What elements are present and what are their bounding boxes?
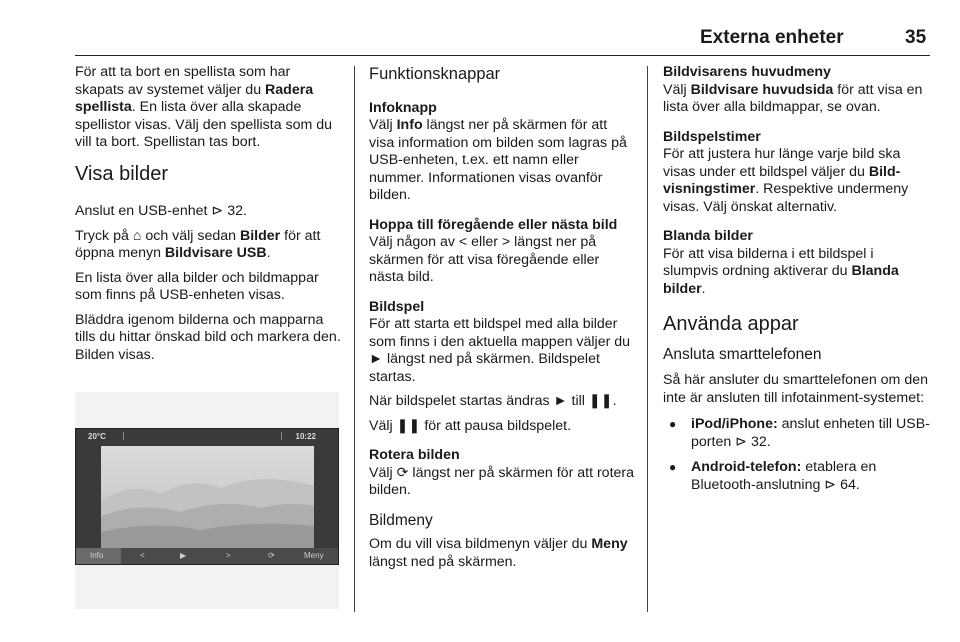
paragraph-slideshow-pause: Välj ❚❚ för att pausa bildspelet. — [369, 417, 572, 434]
paragraph-connect-smartphone: Så här ansluter du smarttelefonen om den inte är ansluten till infotainment-systemet: — [663, 372, 928, 406]
paragraph-slideshow-change: När bildspelet startas ändras ► till ❚❚. — [369, 393, 617, 409]
infotainment-screenshot — [75, 392, 339, 609]
home-icon: ⌂ — [132, 227, 142, 244]
heading-using-apps: Använda appar — [663, 313, 799, 335]
page-number: 35 — [905, 27, 927, 48]
paragraph-connect-usb: Anslut en USB-enhet ⊳ 32. — [75, 203, 247, 219]
column-3 — [663, 64, 931, 502]
info-button[interactable]: Info — [90, 551, 104, 560]
status-bar — [76, 429, 338, 443]
paragraph-open-picture-viewer: Tryck på ⌂ och välj sedan Bilder för att öppna menyn Bildvisare USB. — [75, 227, 321, 261]
bullet-ipod: ● iPod/iPhone: anslut enheten till USB-porten ⊳ 32. — [663, 416, 931, 451]
header-rule — [75, 55, 930, 56]
heading-picture-menu: Bildmeny — [369, 511, 433, 529]
heading-connect-smartphone: Ansluta smarttelefonen — [663, 345, 822, 363]
screen — [75, 428, 339, 565]
temperature: 20°C — [88, 432, 106, 441]
paragraph-browse-pictures: Bläddra igenom bilderna och mapparna tills du hittar önskad bild och markera den. Bilden visas. — [75, 311, 341, 363]
next-button[interactable]: > — [226, 551, 231, 560]
section-slideshow: Bildspel För att starta ett bildspel med alla bilder som finns i den aktuella mappen väljer du ► längst ned på skärmen. Bildspelet startas. — [369, 298, 631, 385]
running-header-title: Externa enheter — [700, 27, 844, 48]
section-info-button: Infoknapp Välj Info längst ner på skärmen för att visa information om bilden som lagras på USB-enheten, t.ex. ett namn eller nummer. Informationen visas ovanför bilden. — [369, 99, 627, 203]
paragraph-picture-list: En lista över alla bilder och bildmappar som finns på USB-enheten visas. — [75, 269, 319, 303]
column-divider-2 — [647, 66, 648, 612]
bullet-android: ● Android-telefon: etablera en Bluetooth-anslutning ⊳ 64. — [663, 459, 931, 494]
column-2 — [369, 64, 635, 578]
previous-button[interactable]: < — [140, 551, 145, 560]
section-heading-view-pictures: Visa bilder — [75, 162, 169, 185]
landscape-image — [101, 446, 314, 549]
bottom-toolbar — [76, 548, 338, 564]
section-shuffle: Blanda bilder För att visa bilderna i ett bildspel i slumpvis ordning aktiverar du Blanda bilder. — [663, 228, 899, 297]
rotate-button[interactable]: ⟳ — [268, 551, 275, 560]
heading-function-buttons: Funktionsknappar — [369, 65, 501, 83]
paragraph-delete-playlist: För att ta bort en spellista som har skapats av systemet väljer du Radera spellista. En lista över alla skapade spellistor visas. Välj den spellista som du vill ta bort. Spellistan tas bort. — [75, 64, 333, 150]
menu-button[interactable]: Meny — [304, 551, 324, 560]
section-main-menu: Bildvisarens huvudmeny Välj Bildvisare huvudsida för att visa en lista över alla bildmappar, se ovan. — [663, 64, 923, 115]
section-prev-next: Hoppa till föregående eller nästa bild Välj någon av < eller > längst ner på skärmen för att visa föregående eller nästa bild. — [369, 216, 618, 285]
play-button[interactable]: ▶ — [180, 551, 187, 560]
section-rotate: Rotera bilden Välj ⟳ längst ner på skärmen för att rotera bilden. — [369, 447, 635, 498]
column-divider-1 — [354, 66, 355, 612]
column-1 — [75, 64, 341, 371]
section-slideshow-timer: Bildspelstimer För att justera hur länge varje bild ska visas under ett bildspel väljer du Bildvisningstimer. Respektive undermeny visas. Välj önskat alternativ. — [663, 128, 909, 215]
clock: 10:22 — [295, 432, 316, 441]
paragraph-picture-menu: Om du vill visa bildmenyn väljer du Meny längst ned på skärmen. — [369, 536, 628, 570]
